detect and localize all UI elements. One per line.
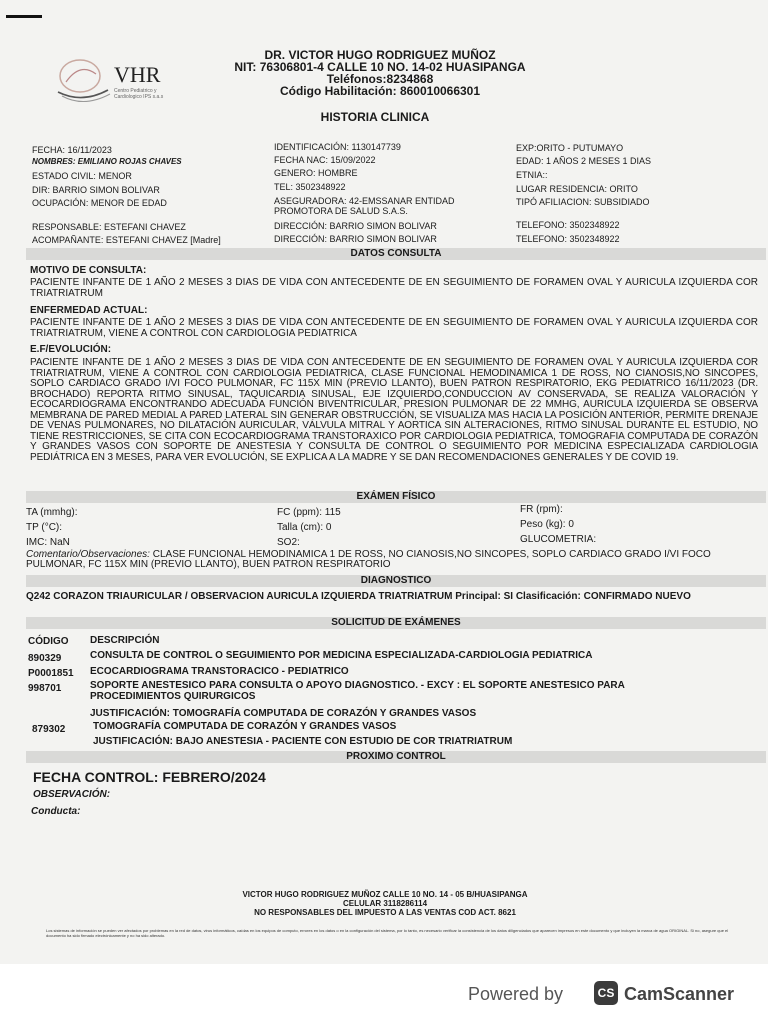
enfermedad-label: ENFERMEDAD ACTUAL:: [30, 305, 148, 316]
field-direccion-1: DIRECCIÓN: BARRIO SIMON BOLIVAR: [274, 221, 437, 231]
exam-desc-1: CONSULTA DE CONTROL O SEGUIMIENTO POR MEDICINA ESPECIALIZADA-CARDIOLOGIA PEDIATRICA: [90, 650, 593, 661]
exam-code-4: 879302: [32, 724, 66, 735]
field-tipo-afiliacion: TIPÓ AFILIACION: SUBSIDIADO: [516, 197, 650, 207]
field-dir: DIR: BARRIO SIMON BOLIVAR: [32, 185, 160, 195]
fecha-control: FECHA CONTROL: FEBRERO/2024: [33, 769, 266, 785]
field-acompanante: ACOMPAÑANTE: ESTEFANI CHAVEZ [Madre]: [32, 235, 221, 245]
field-nombres: NOMBRES: EMILIANO ROJAS CHAVES: [32, 157, 182, 166]
logo-text: VHR: [114, 62, 161, 87]
camscanner-name: CamScanner: [624, 984, 735, 1004]
section-proximo-control: PROXIMO CONTROL: [26, 751, 766, 763]
footer-disclaimer: Los sistemas de información se pueden ver afectados por problemas en la red de datos, virus informáticos, caídas en los equipos de computo, errores en los datos o en la configuración del sistema, por lo tanto, es necesario verificar la consistencia de los datos diligenciados que aparecen impresos en este documento y que incluyen la marca de agua ORIGINAL. Si no, asegure que el documento ha sido firmado electrónicamente y no ha sido alterado.: [46, 928, 729, 938]
habilitacion-code: Código Habilitación: 860010066301: [279, 84, 481, 98]
camscanner-icon: CS: [594, 981, 618, 1005]
motivo-text: PACIENTE INFANTE DE 1 AÑO 2 MESES 3 DIAS DE VIDA CON ANTECEDENTE DE EN SEGUIMIENTO DE FORAMEN OVAL Y AURICULA IZQUIERDA COR TRIATRIATRUM: [30, 277, 758, 299]
field-aseguradora: ASEGURADORA: 42-EMSSANAR ENTIDAD: [274, 196, 455, 206]
field-genero: GENERO: HOMBRE: [274, 168, 358, 178]
enfermedad-text: PACIENTE INFANTE DE 1 AÑO 2 MESES 3 DIAS DE VIDA CON ANTECEDENTE DE EN SEGUIMIENTO DE FORAMEN OVAL Y AURICULA IZQUIERDA COR TRIATRIATRUM, VIENE A CONTROL CON CARDIOLOGIA PEDIATRICA: [30, 317, 758, 339]
svg-text:Cardiologico IPS s.a.s: Cardiologico IPS s.a.s: [114, 94, 164, 100]
vital-glucometria: GLUCOMETRIA:: [520, 534, 597, 545]
field-edad: EDAD: 1 AÑOS 2 MESES 1 DIAS: [516, 156, 652, 166]
field-identificacion: IDENTIFICACIÓN: 1130147739: [274, 142, 401, 152]
clinic-nit: NIT: 76306801-4 CALLE 10 NO. 14-02 HUASIPANGA: [234, 60, 526, 74]
exam-desc-2: ECOCARDIOGRAMA TRANSTORACICO - PEDIATRICO: [90, 666, 349, 677]
vital-imc: IMC: NaN: [26, 537, 70, 548]
exam-desc-3-cont: PROCEDIMIENTOS QUIRURGICOS: [90, 691, 256, 702]
vital-talla: Talla (cm): 0: [277, 522, 332, 533]
evolucion-label: E.F/EVOLUCIÓN:: [30, 344, 112, 355]
document-title: HISTORIA CLINICA: [320, 110, 430, 124]
clinic-logo: [52, 52, 192, 108]
powered-by-text: Powered by: [468, 984, 564, 1004]
section-diagnostico: DIAGNOSTICO: [26, 575, 766, 587]
clinic-phones: Teléfonos:8234868: [326, 72, 434, 86]
conducta-label: Conducta:: [31, 806, 81, 817]
footer-tax-note: NO RESPONSABLES DEL IMPUESTO A LAS VENTAS COD ACT. 8621: [254, 908, 516, 917]
vital-fc: FC (ppm): 115: [277, 507, 341, 518]
field-ocupacion: OCUPACIÓN: MENOR DE EDAD: [32, 198, 167, 208]
field-etnia: ETNIA::: [516, 170, 548, 180]
motivo-label: MOTIVO DE CONSULTA:: [30, 265, 147, 276]
exam-justificacion-1: JUSTIFICACIÓN: TOMOGRAFÍA COMPUTADA DE CORAZÓN Y GRANDES VASOS: [90, 708, 477, 719]
svg-text:Centro Pediatrico y: Centro Pediatrico y: [114, 88, 157, 94]
exam-desc-4: TOMOGRAFÍA COMPUTADA DE CORAZÓN Y GRANDES VASOS: [93, 721, 397, 732]
field-fecha: FECHA: 16/11/2023: [32, 145, 112, 155]
field-responsable: RESPONSABLE: ESTEFANI CHAVEZ: [32, 222, 186, 232]
vital-ta: TA (mmhg):: [26, 507, 78, 518]
exam-code-3: 998701: [28, 683, 62, 694]
doctor-name: DR. VICTOR HUGO RODRIGUEZ MUÑOZ: [264, 48, 496, 62]
field-fecha-nac: FECHA NAC: 15/09/2022: [274, 155, 376, 165]
comentario-observaciones: [26, 550, 764, 570]
col-descripcion: DESCRIPCIÓN: [90, 635, 160, 646]
exam-code-1: 890329: [28, 653, 62, 664]
footer-address: VICTOR HUGO RODRIGUEZ MUÑOZ CALLE 10 NO. 14 - 05 B/HUASIPANGA: [242, 890, 528, 899]
field-aseguradora-2: PROMOTORA DE SALUD S.A.S.: [274, 206, 408, 216]
comentario-text: CLASE FUNCIONAL HEMODINAMICA 1 DE ROSS, NO CIANOSIS,NO SINCOPES, SOPLO CARDIACO GRADO I/VI FOCO PULMONAR, FC 115X MIN (PREVIO LLANTO), BUEN PATRON RESPIRATORIO: [26, 549, 711, 570]
evolucion-text: PACIENTE INFANTE DE 1 AÑO 2 MESES 3 DIAS DE VIDA CON ANTECEDENTE DE EN SEGUIMIENTO DE FORAMEN OVAL Y AURICULA IZQUIERDA COR TRIATRIATRUM, VIENE A CONTROL CON CARDIOLOGIA PEDIATRICA, CLASE FUNCIONAL HEMODINAMICA 1 DE ROSS, NO CIANOSIS,NO SINCOPES, SOPLO CARDIACO GRADO I/VI FOCO PULMONAR, FC 115X MIN (PREVIO LLANTO), BUEN PATRON RESPIRATORIO, EKG PEDIATRICO 16/11/2023 (DR. BROCHADO) REPORTA RITMO SINUSAL, TAQUICARDIA SINUSAL, EJE IZQUIERDO,CONDUCCION AV CONSERVADA, SE REALIZA VALORACIÓN Y ECOCARDIOGRAMA ENCONTRANDO ADECUADA FUNCIÓN BIVENTRICULAR, PRESION PULMONAR DE 22 MMHG, AURICULA IZQUIERDA SE OBSERVA MEMBRANA DE PARED MEDIAL A PARED LATERAL SIN GENERAR OBSTRUCCIÓN, SE VISUALIZA MAS HACIA LA POSICIÓN ANTERIOR, PERMITE DRENAJE DE VENAS PULMONARES, NO DILATACIÓN AURICULAR, VÁLVULA MITRAL Y AORTICA SIN ALTERACIONES, RITMO SINUSAL DURANTE EL ESTUDIO, NO TIENE RESTRICCIONES, SE CITA CON ECOCARDIOGRAMA TRANSTORAXICO POR CARDIOLOGIA PEDIATRICA, TOMOGRAFIA COMPUTADA DE CORAZÓN Y GRANDES VASOS CON SOPORTE DE ANESTESIA Y CONSULTA DE CONTROL O SEGUIMIENTO POR MEDICINA ESPECIALIZADA CARDIOLOGIA PEDIÁTRICA EN 3 MESES, PARA VER EVOLUCIÓN, SE EXPLICA A LA MADRE Y SE DAN RECOMENDACIONES GENERALES Y DE COVID 19.: [30, 357, 758, 463]
section-datos-consulta: DATOS CONSULTA: [26, 248, 766, 260]
field-lugar-residencia: LUGAR RESIDENCIA: ORITO: [516, 184, 638, 194]
field-telefono-2: TELEFONO: 3502348922: [516, 234, 620, 244]
section-examen-fisico: EXÁMEN FÍSICO: [26, 491, 766, 503]
field-estado-civil: ESTADO CIVIL: MENOR: [32, 171, 132, 181]
logo-icon: [52, 52, 192, 108]
section-solicitud-examenes: SOLICITUD DE EXÁMENES: [26, 617, 766, 629]
exam-desc-3: SOPORTE ANESTESICO PARA CONSULTA O APOYO DIAGNOSTICO. - EXCY : EL SOPORTE ANESTESICO PARA: [90, 680, 625, 691]
scan-mark: [6, 15, 42, 18]
field-telefono-1: TELEFONO: 3502348922: [516, 220, 620, 230]
comentario-label: Comentario/Observaciones:: [26, 549, 150, 560]
footer-cellphone: CELULAR 3118286114: [342, 899, 428, 908]
observacion-label: OBSERVACIÓN:: [33, 789, 111, 800]
field-exp: EXP:ORITO - PUTUMAYO: [516, 143, 624, 153]
vital-tp: TP (°C):: [26, 522, 63, 533]
vital-fr: FR (rpm):: [520, 504, 563, 515]
exam-justificacion-2: JUSTIFICACIÓN: BAJO ANESTESIA - PACIENTE CON ESTUDIO DE COR TRIATRIATRUM: [93, 736, 513, 747]
col-codigo: CÓDIGO: [28, 636, 69, 647]
exam-code-2: P0001851: [28, 668, 74, 679]
field-tel: TEL: 3502348922: [274, 182, 346, 192]
diagnostico-text: Q242 CORAZON TRIAURICULAR / OBSERVACION AURICULA IZQUIERDA TRIATRIATRUM Principal: SI Clasificación: CONFIRMADO NUEVO: [26, 591, 691, 602]
field-direccion-2: DIRECCIÓN: BARRIO SIMON BOLIVAR: [274, 234, 437, 244]
vital-peso: Peso (kg): 0: [520, 519, 574, 530]
vital-so2: SO2:: [277, 537, 300, 548]
